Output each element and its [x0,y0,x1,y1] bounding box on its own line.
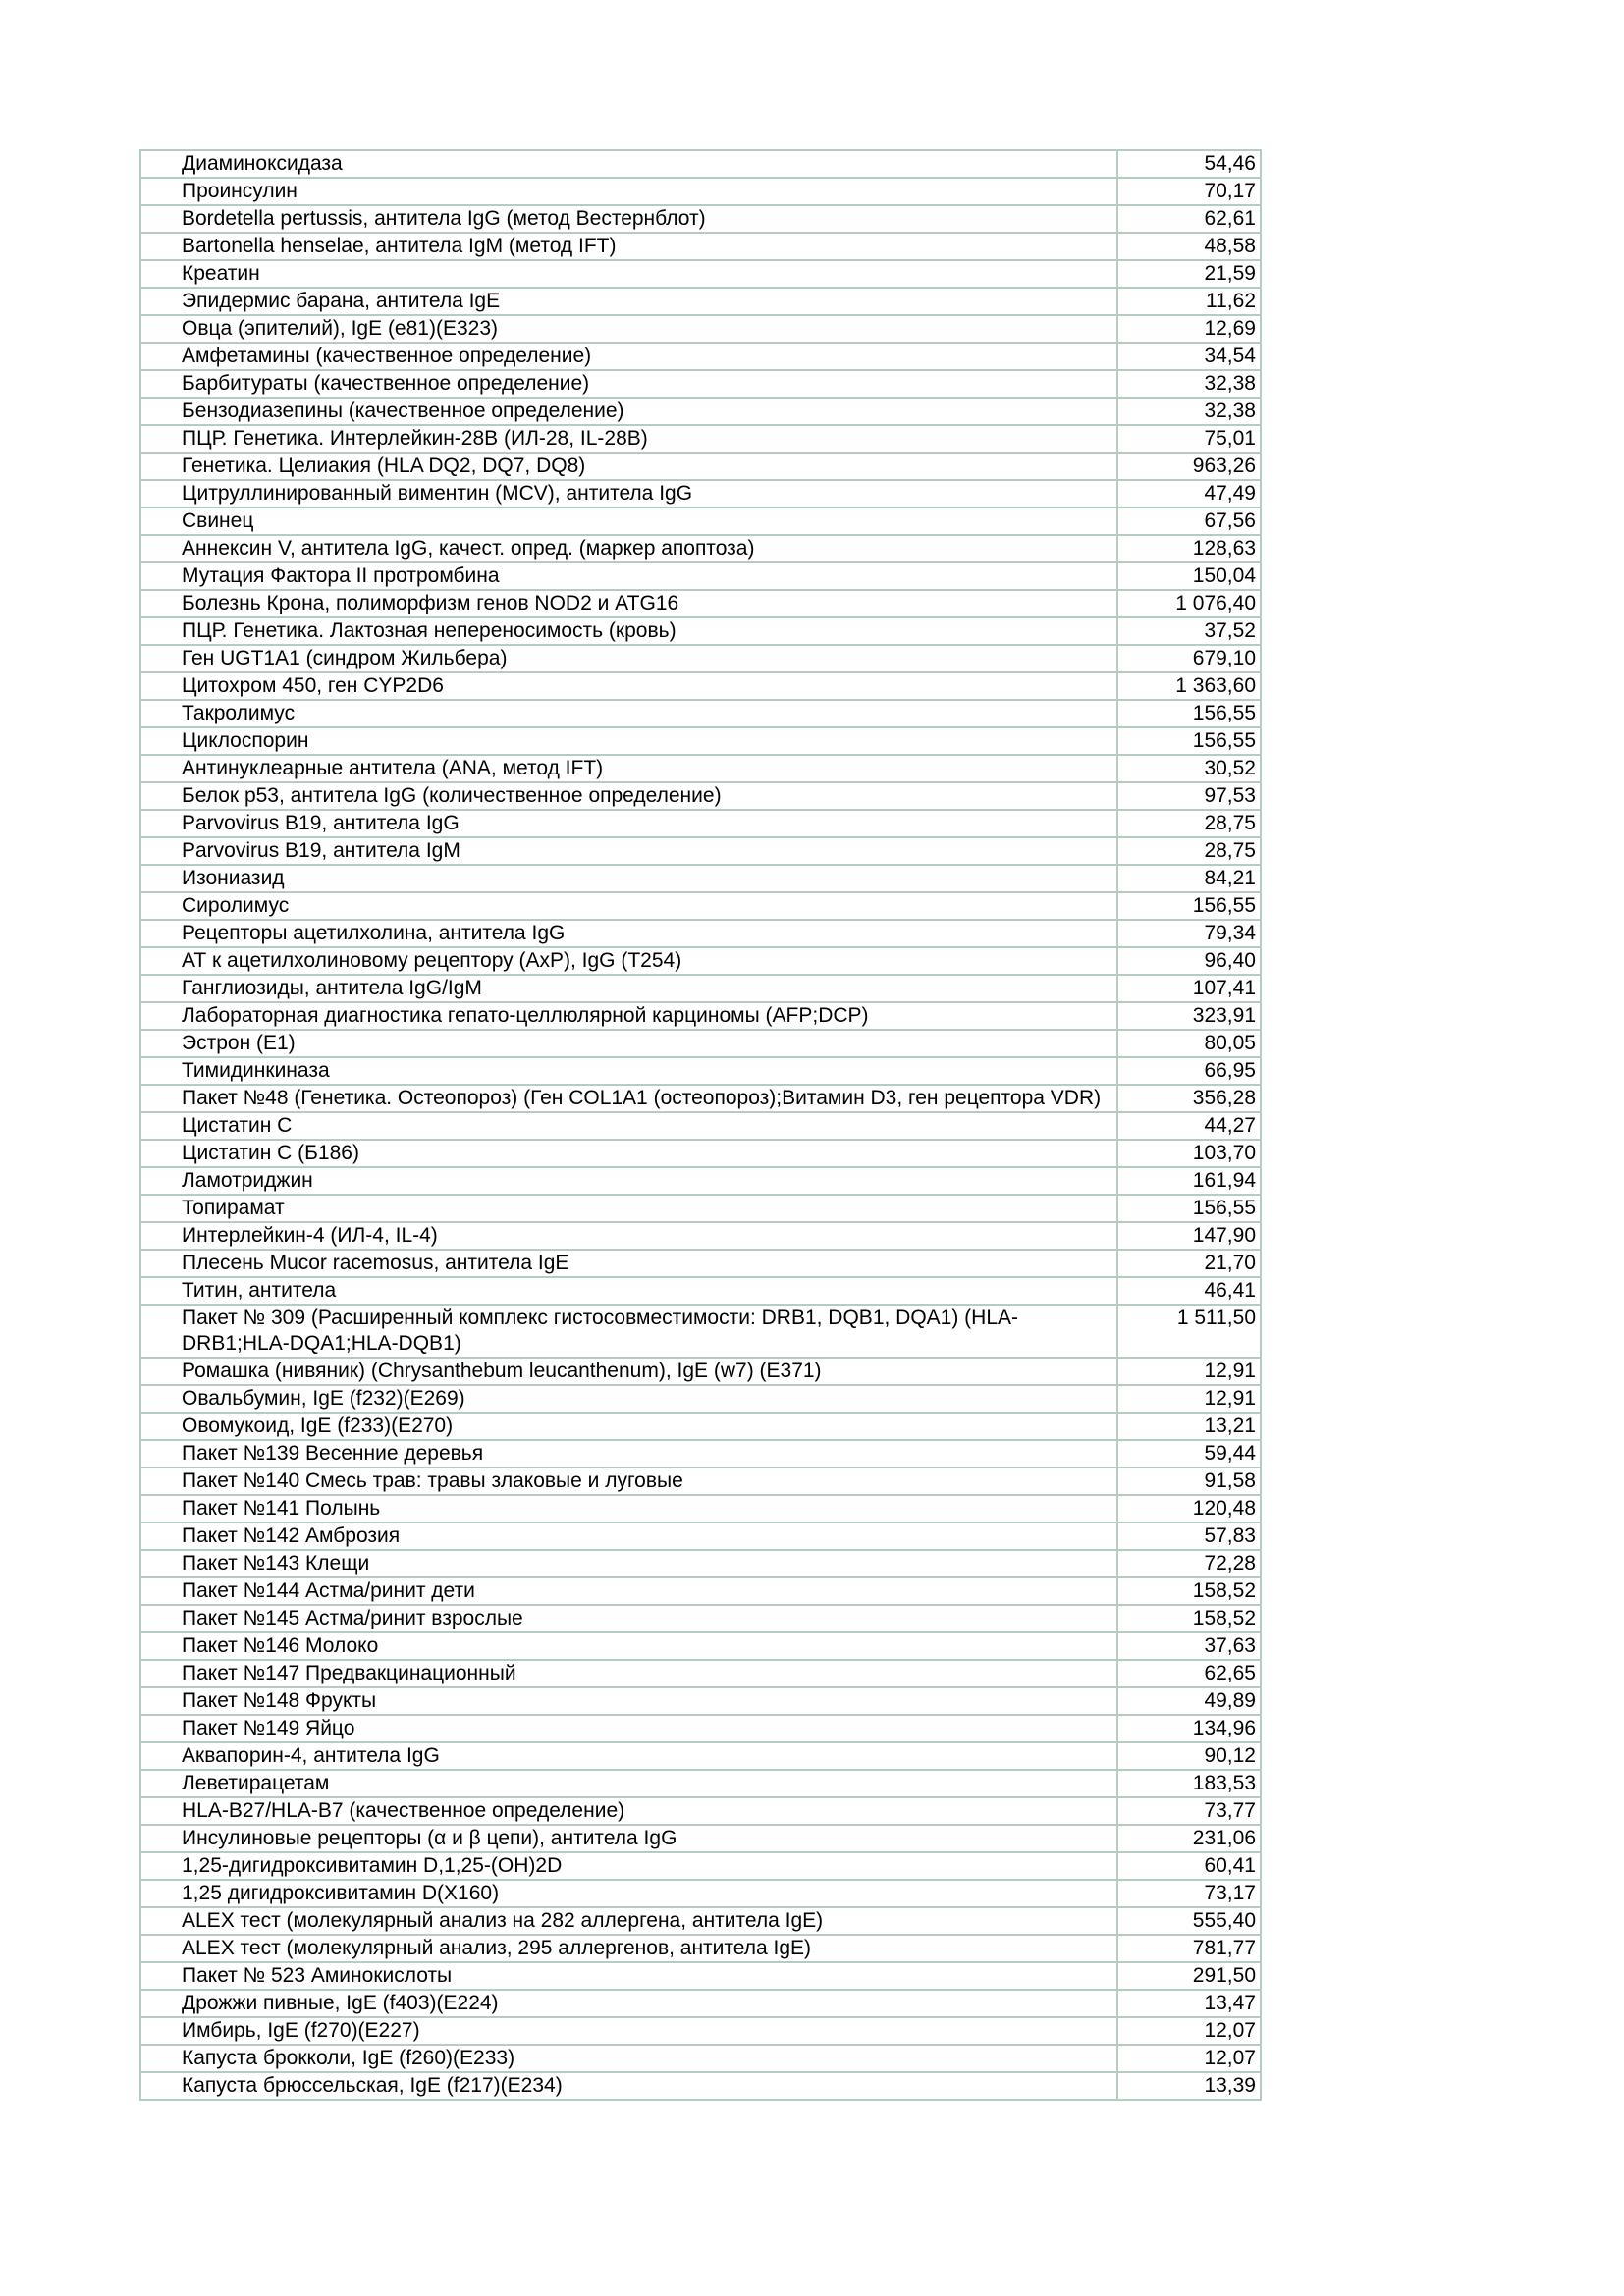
price-cell: 1 511,50 [1117,1305,1261,1358]
service-name-cell: Дрожжи пивные, IgE (f403)(E224) [140,1990,1117,2017]
table-row [140,1413,1261,1440]
price-cell: 12,91 [1117,1358,1261,1385]
table-row [140,837,1261,865]
service-name-cell: ПЦР. Генетика. Лактозная непереносимость (кровь) [140,617,1117,645]
service-name-cell: Овальбумин, IgE (f232)(E269) [140,1385,1117,1413]
table-row [140,507,1261,535]
service-name-cell: Инсулиновые рецепторы (α и β цепи), антитела IgG [140,1825,1117,1852]
price-cell: 107,41 [1117,975,1261,1002]
service-name-cell: Барбитураты (качественное определение) [140,370,1117,398]
price-cell: 48,58 [1117,233,1261,260]
service-name-cell: Креатин [140,260,1117,288]
service-name-cell: Топирамат [140,1195,1117,1222]
table-row [140,150,1261,178]
table-row [140,205,1261,233]
service-name-cell: Пакет №142 Амброзия [140,1522,1117,1550]
price-cell: 80,05 [1117,1030,1261,1057]
service-name-cell: Мутация Фактора II протромбина [140,562,1117,590]
service-name-cell: Лабораторная диагностика гепато-целлюлярной карциномы (AFP;DCP) [140,1002,1117,1030]
price-cell: 161,94 [1117,1167,1261,1195]
service-name-cell: Интерлейкин-4 (ИЛ-4, IL-4) [140,1222,1117,1250]
table-row [140,1935,1261,1962]
price-cell: 963,26 [1117,453,1261,480]
table-row [140,1797,1261,1825]
service-name-cell: Овомукоид, IgE (f233)(E270) [140,1413,1117,1440]
price-cell: 72,28 [1117,1550,1261,1577]
table-row [140,782,1261,810]
service-name-cell: HLA-B27/HLA-B7 (качественное определение) [140,1797,1117,1825]
service-name-cell: Такролимус [140,700,1117,727]
table-row [140,2045,1261,2072]
service-name-cell: Капуста брокколи, IgE (f260)(E233) [140,2045,1117,2072]
price-cell: 156,55 [1117,700,1261,727]
service-name-cell: Амфетамины (качественное определение) [140,343,1117,370]
table-row [140,1577,1261,1605]
table-row [140,480,1261,507]
table-row [140,1687,1261,1715]
service-name-cell: Титин, антитела [140,1277,1117,1305]
price-cell: 59,44 [1117,1440,1261,1468]
table-row [140,1222,1261,1250]
price-cell: 150,04 [1117,562,1261,590]
service-name-cell: Леветирацетам [140,1770,1117,1797]
table-row [140,1440,1261,1468]
price-cell: 12,69 [1117,315,1261,343]
table-row [140,562,1261,590]
price-cell: 134,96 [1117,1715,1261,1742]
price-cell: 70,17 [1117,178,1261,205]
table-row [140,1057,1261,1085]
price-cell: 46,41 [1117,1277,1261,1305]
table-row [140,920,1261,947]
service-name-cell: ПЦР. Генетика. Интерлейкин-28В (ИЛ-28, IL-28B) [140,425,1117,453]
price-cell: 57,83 [1117,1522,1261,1550]
table-row [140,1605,1261,1632]
service-name-cell: Циклоспорин [140,727,1117,755]
table-row [140,892,1261,920]
price-cell: 62,61 [1117,205,1261,233]
price-cell: 28,75 [1117,810,1261,837]
price-cell: 147,90 [1117,1222,1261,1250]
table-row [140,590,1261,617]
table-row [140,1770,1261,1797]
table-row [140,700,1261,727]
table-row [140,1522,1261,1550]
price-cell: 44,27 [1117,1112,1261,1140]
service-name-cell: Свинец [140,507,1117,535]
table-row [140,1002,1261,1030]
service-name-cell: Диаминоксидаза [140,150,1117,178]
service-name-cell: Овца (эпителий), IgE (e81)(E323) [140,315,1117,343]
service-name-cell: Генетика. Целиакия (HLA DQ2, DQ7, DQ8) [140,453,1117,480]
table-row [140,535,1261,562]
price-cell: 13,39 [1117,2072,1261,2100]
price-cell: 103,70 [1117,1140,1261,1167]
price-cell: 30,52 [1117,755,1261,782]
service-name-cell: Ген UGT1A1 (синдром Жильбера) [140,645,1117,672]
service-name-cell: Пакет №139 Весенние деревья [140,1440,1117,1468]
price-cell: 90,12 [1117,1742,1261,1770]
service-name-cell: Проинсулин [140,178,1117,205]
table-row [140,178,1261,205]
table-row [140,370,1261,398]
table-row [140,672,1261,700]
price-cell: 1 363,60 [1117,672,1261,700]
price-cell: 37,63 [1117,1632,1261,1660]
price-cell: 12,91 [1117,1385,1261,1413]
price-cell: 11,62 [1117,288,1261,315]
table-row [140,398,1261,425]
price-cell: 67,56 [1117,507,1261,535]
price-cell: 356,28 [1117,1085,1261,1112]
table-row [140,1250,1261,1277]
service-name-cell: Пакет №144 Астма/ринит дети [140,1577,1117,1605]
price-cell: 156,55 [1117,1195,1261,1222]
service-name-cell: Капуста брюссельская, IgE (f217)(E234) [140,2072,1117,2100]
price-table [139,149,1262,2101]
service-name-cell: Parvovirus B19, антитела IgM [140,837,1117,865]
price-cell: 13,21 [1117,1413,1261,1440]
table-row [140,1742,1261,1770]
table-row [140,617,1261,645]
service-name-cell: 1,25-дигидроксивитамин D,1,25-(OH)2D [140,1852,1117,1880]
table-row [140,1167,1261,1195]
service-name-cell: Пакет №149 Яйцо [140,1715,1117,1742]
price-cell: 28,75 [1117,837,1261,865]
price-cell: 156,55 [1117,892,1261,920]
table-row [140,425,1261,453]
price-cell: 555,40 [1117,1907,1261,1935]
table-row [140,1030,1261,1057]
service-name-cell: Эстрон (Е1) [140,1030,1117,1057]
table-row [140,947,1261,975]
price-cell: 183,53 [1117,1770,1261,1797]
price-cell: 97,53 [1117,782,1261,810]
table-row [140,865,1261,892]
service-name-cell: Пакет № 309 (Расширенный комплекс гистосовместимости: DRB1, DQB1, DQA1) (HLA-DRB1;HLA-DQA1;HLA-DQB1) [140,1305,1117,1358]
service-name-cell: Ромашка (нивяник) (Chrysanthebum leucanthenum), IgE (w7) (E371) [140,1358,1117,1385]
table-row [140,1825,1261,1852]
price-cell: 120,48 [1117,1495,1261,1522]
service-name-cell: Сиролимус [140,892,1117,920]
service-name-cell: Цитруллинированный виментин (MCV), антитела IgG [140,480,1117,507]
price-cell: 79,34 [1117,920,1261,947]
service-name-cell: Пакет №146 Молоко [140,1632,1117,1660]
price-cell: 158,52 [1117,1605,1261,1632]
service-name-cell: Parvovirus B19, антитела IgG [140,810,1117,837]
price-cell: 47,49 [1117,480,1261,507]
table-row [140,1880,1261,1907]
price-cell: 32,38 [1117,370,1261,398]
price-cell: 12,07 [1117,2017,1261,2045]
price-cell: 231,06 [1117,1825,1261,1852]
service-name-cell: Имбирь, IgE (f270)(E227) [140,2017,1117,2045]
price-table-body [140,150,1261,2100]
price-cell: 73,77 [1117,1797,1261,1825]
price-cell: 781,77 [1117,1935,1261,1962]
table-row [140,645,1261,672]
table-row [140,1195,1261,1222]
service-name-cell: Пакет № 523 Аминокислоты [140,1962,1117,1990]
table-row [140,1852,1261,1880]
service-name-cell: Пакет №148 Фрукты [140,1687,1117,1715]
price-cell: 49,89 [1117,1687,1261,1715]
table-row [140,315,1261,343]
table-row [140,1085,1261,1112]
service-name-cell: Аннексин V, антитела IgG, качест. опред. (маркер апоптоза) [140,535,1117,562]
service-name-cell: Цистатин С (Б186) [140,1140,1117,1167]
service-name-cell: Bordetella pertussis, антитела IgG (метод Вестернблот) [140,205,1117,233]
service-name-cell: ALEX тест (молекулярный анализ, 295 аллергенов, антитела IgE) [140,1935,1117,1962]
service-name-cell: Антинуклеарные антитела (ANA, метод IFT) [140,755,1117,782]
table-row [140,1660,1261,1687]
service-name-cell: Аквапорин-4, антитела IgG [140,1742,1117,1770]
table-row [140,1305,1261,1358]
service-name-cell: Пакет №140 Смесь трав: травы злаковые и луговые [140,1468,1117,1495]
price-cell: 91,58 [1117,1468,1261,1495]
price-cell: 156,55 [1117,727,1261,755]
table-row [140,453,1261,480]
price-cell: 128,63 [1117,535,1261,562]
table-row [140,727,1261,755]
price-cell: 32,38 [1117,398,1261,425]
service-name-cell: Ганглиозиды, антитела IgG/IgM [140,975,1117,1002]
table-row [140,260,1261,288]
price-cell: 75,01 [1117,425,1261,453]
price-cell: 73,17 [1117,1880,1261,1907]
table-row [140,2017,1261,2045]
service-name-cell: Изониазид [140,865,1117,892]
price-cell: 158,52 [1117,1577,1261,1605]
table-row [140,1495,1261,1522]
service-name-cell: 1,25 дигидроксивитамин D(X160) [140,1880,1117,1907]
price-cell: 21,59 [1117,260,1261,288]
table-row [140,975,1261,1002]
table-row [140,1385,1261,1413]
service-name-cell: Белок p53, антитела IgG (количественное определение) [140,782,1117,810]
price-cell: 1 076,40 [1117,590,1261,617]
table-row [140,1962,1261,1990]
service-name-cell: Цитохром 450, ген CYP2D6 [140,672,1117,700]
service-name-cell: Бензодиазепины (качественное определение) [140,398,1117,425]
price-cell: 66,95 [1117,1057,1261,1085]
price-cell: 62,65 [1117,1660,1261,1687]
service-name-cell: Плесень Mucor racemosus, антитела IgE [140,1250,1117,1277]
table-row [140,1550,1261,1577]
service-name-cell: Тимидинкиназа [140,1057,1117,1085]
service-name-cell: Рецепторы ацетилхолина, антитела IgG [140,920,1117,947]
service-name-cell: Пакет №147 Предвакцинационный [140,1660,1117,1687]
table-row [140,1907,1261,1935]
table-row [140,343,1261,370]
price-cell: 54,46 [1117,150,1261,178]
table-row [140,288,1261,315]
price-cell: 96,40 [1117,947,1261,975]
table-row [140,1358,1261,1385]
price-cell: 21,70 [1117,1250,1261,1277]
price-cell: 37,52 [1117,617,1261,645]
table-row [140,2072,1261,2100]
table-row [140,1715,1261,1742]
service-name-cell: Пакет №145 Астма/ринит взрослые [140,1605,1117,1632]
price-cell: 34,54 [1117,343,1261,370]
service-name-cell: Ламотриджин [140,1167,1117,1195]
table-row [140,1112,1261,1140]
price-cell: 12,07 [1117,2045,1261,2072]
service-name-cell: ALEX тест (молекулярный анализ на 282 аллергена, антитела IgE) [140,1907,1117,1935]
service-name-cell: Пакет №48 (Генетика. Остеопороз) (Ген COL1A1 (остеопороз);Витамин D3, ген рецептора VDR) [140,1085,1117,1112]
price-cell: 60,41 [1117,1852,1261,1880]
table-row [140,1140,1261,1167]
table-row [140,233,1261,260]
service-name-cell: Пакет №143 Клещи [140,1550,1117,1577]
table-row [140,755,1261,782]
price-cell: 13,47 [1117,1990,1261,2017]
price-cell: 291,50 [1117,1962,1261,1990]
price-cell: 679,10 [1117,645,1261,672]
service-name-cell: Цистатин С [140,1112,1117,1140]
service-name-cell: Болезнь Крона, полиморфизм генов NOD2 и ATG16 [140,590,1117,617]
service-name-cell: Пакет №141 Полынь [140,1495,1117,1522]
table-row [140,1277,1261,1305]
service-name-cell: Эпидермис барана, антитела IgE [140,288,1117,315]
table-row [140,810,1261,837]
table-row [140,1990,1261,2017]
price-cell: 84,21 [1117,865,1261,892]
price-cell: 323,91 [1117,1002,1261,1030]
table-row [140,1632,1261,1660]
service-name-cell: Bartonella henselae, антитела IgM (метод IFT) [140,233,1117,260]
service-name-cell: АТ к ацетилхолиновому рецептору (AxP), IgG (T254) [140,947,1117,975]
table-row [140,1468,1261,1495]
